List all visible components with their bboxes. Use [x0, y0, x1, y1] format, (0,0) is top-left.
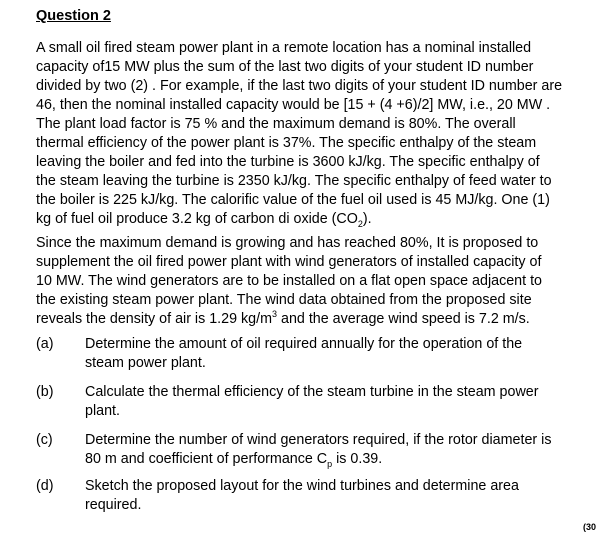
text-line [36, 210, 596, 229]
text-line: steam power plant. [85, 355, 206, 371]
text-fragment: kg of fuel oil produce 3.2 kg of carbon di oxide (CO [36, 211, 358, 227]
text-line: leaving the boiler and fed into the turbine is 3600 kJ/kg. The specific enthalpy of [36, 154, 540, 170]
text-line: Calculate the thermal efficiency of the steam turbine in the steam power [85, 384, 539, 400]
wind-proposal-paragraph [36, 234, 596, 329]
text-line: 46, then the nominal installed capacity would be [15 + (4 +6)/2] MW, i.e., 20 MW . [36, 97, 551, 113]
problem-statement-paragraph [36, 39, 596, 229]
text-line: the steam leaving the turbine is 2350 kJ/kg. The specific enthalpy of feed water to [36, 173, 552, 189]
text-line: the boiler is 225 kJ/kg. The calorific value of the fuel oil used is 45 MJ/kg. One (1) [36, 192, 550, 208]
text-line: Determine the number of wind generators required, if the rotor diameter is [85, 432, 552, 448]
text-line: capacity of15 MW plus the sum of the last two digits of your student ID number [36, 59, 534, 75]
text-fragment: 80 m and coefficient of performance C [85, 451, 328, 467]
text-line: Since the maximum demand is growing and has reached 80%, It is proposed to [36, 235, 539, 251]
text-line: required. [85, 497, 142, 513]
superscript: 3 [272, 309, 278, 320]
question-heading: Question 2 [36, 8, 111, 24]
text-fragment: and the average wind speed is 7.2 m/s. [277, 311, 530, 327]
text-line: plant. [85, 403, 120, 419]
sub-question-text [85, 477, 595, 515]
text-fragment: reveals the density of air is 1.29 kg/m [36, 311, 273, 327]
subscript: p [327, 458, 333, 469]
text-line: Sketch the proposed layout for the wind turbines and determine area [85, 478, 519, 494]
text-line: divided by two (2) . For example, if the last two digits of your student ID number are [36, 78, 563, 94]
text-line [36, 310, 596, 329]
text-line: Determine the amount of oil required annually for the operation of the [85, 336, 523, 352]
sub-question-text [85, 431, 595, 469]
text-line: supplement the oil fired power plant with wind generators of installed capacity of [36, 254, 542, 270]
sub-question-label: (d) [36, 478, 54, 494]
text-line: A small oil fired steam power plant in a remote location has a nominal installed [36, 40, 532, 56]
sub-question-text [85, 335, 595, 373]
marks-indicator: (30 [583, 522, 597, 532]
text-line [85, 450, 595, 469]
sub-question-label: (c) [36, 432, 53, 448]
sub-question-text [85, 383, 595, 421]
sub-question-label: (a) [36, 336, 54, 352]
sub-question-label: (b) [36, 384, 54, 400]
text-line: the existing steam power plant. The wind data obtained from the proposed site [36, 292, 532, 308]
text-line: The plant load factor is 75 % and the maximum demand is 80%. The overall [36, 116, 516, 132]
text-fragment: is 0.39. [332, 451, 383, 467]
text-line: 10 MW. The wind generators are to be installed on a flat open space adjacent to [36, 273, 543, 289]
subscript: 2 [357, 218, 363, 229]
text-line: thermal efficiency of the power plant is 37%. The specific enthalpy of the steam [36, 135, 537, 151]
text-fragment: ). [362, 211, 372, 227]
